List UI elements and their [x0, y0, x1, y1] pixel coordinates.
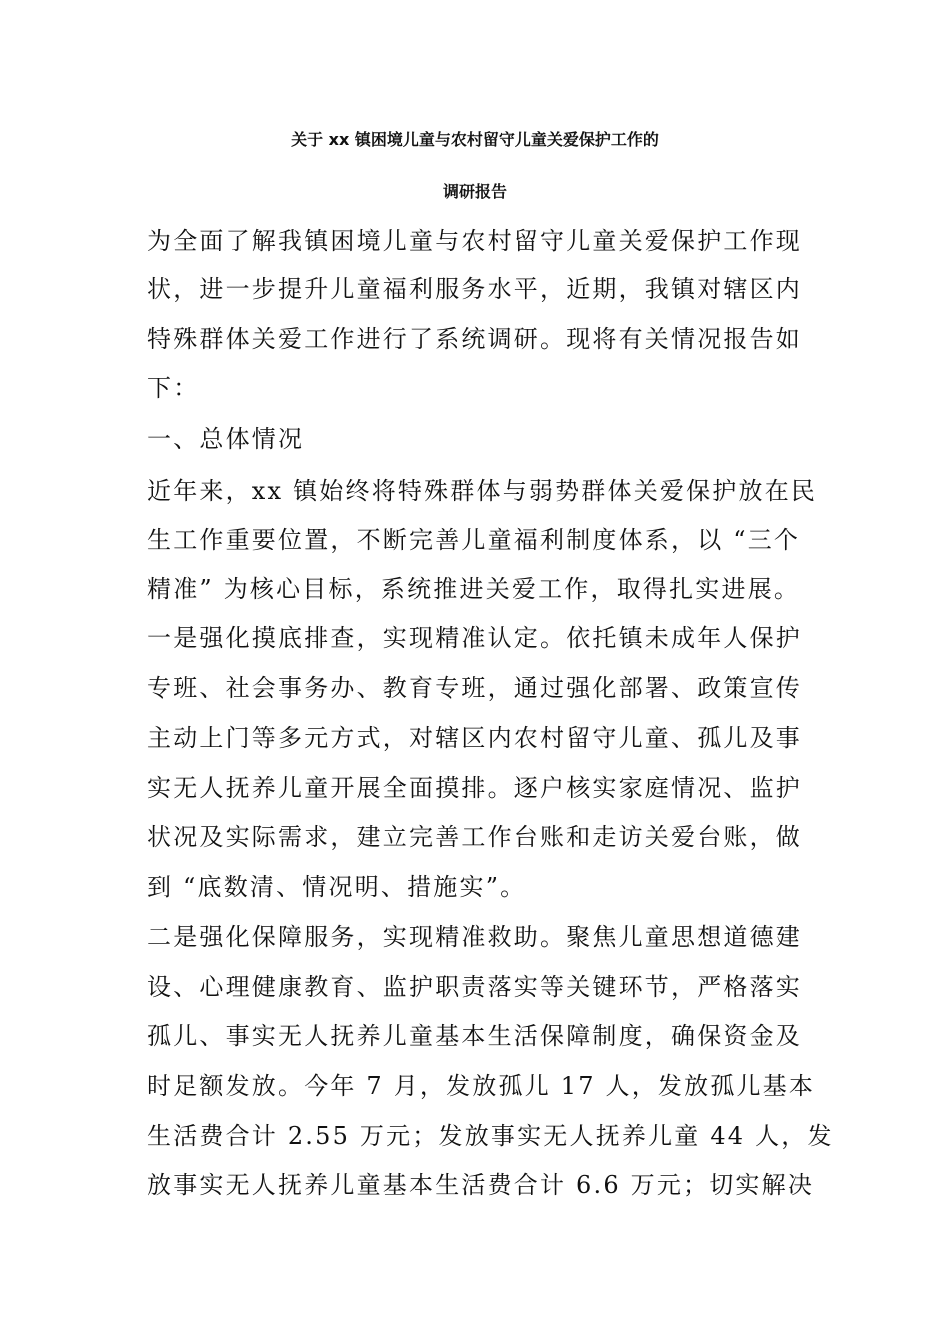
body-line: 生活费合计 2.55 万元；发放事实无人抚养儿童 44 人，发: [147, 1122, 834, 1150]
body-line: 状况及实际需求，建立完善工作台账和走访关爱台账，做: [147, 823, 802, 851]
body-line: 主动上门等多元方式，对辖区内农村留守儿童、孤儿及事: [147, 724, 802, 752]
body-line: 生工作重要位置，不断完善儿童福利制度体系，以 “三个: [147, 526, 801, 554]
body-line: 专班、社会事务办、教育专班，通过强化部署、政策宣传: [147, 674, 802, 702]
body-line: 下：: [147, 374, 200, 402]
body-line: 到 “底数清、情况明、措施实”。: [147, 873, 527, 901]
body-line: 放事实无人抚养儿童基本生活费合计 6.6 万元；切实解决: [147, 1171, 815, 1199]
body-line: 为全面了解我镇困境儿童与农村留守儿童关爱保护工作现: [147, 227, 802, 255]
body-line: 时足额发放。今年 7 月，发放孤儿 17 人，发放孤儿基本: [147, 1072, 816, 1100]
document-title-line-1: 关于 xx 镇困境儿童与农村留守儿童关爱保护工作的: [291, 130, 659, 149]
body-line: 状，进一步提升儿童福利服务水平，近期，我镇对辖区内: [147, 275, 802, 303]
body-line: 近年来，xx 镇始终将特殊群体与弱势群体关爱保护放在民: [147, 477, 818, 505]
body-line: 精准” 为核心目标，系统推进关爱工作，取得扎实进展。: [147, 575, 801, 603]
body-line: 设、心理健康教育、监护职责落实等关键环节，严格落实: [147, 973, 802, 1001]
body-line: 特殊群体关爱工作进行了系统调研。现将有关情况报告如: [147, 325, 802, 353]
body-line: 孤儿、事实无人抚养儿童基本生活保障制度，确保资金及: [147, 1022, 802, 1050]
section-heading: 一、总体情况: [147, 425, 305, 453]
body-line: 实无人抚养儿童开展全面摸排。逐户核实家庭情况、监护: [147, 774, 802, 802]
document-title-line-2: 调研报告: [442, 182, 507, 201]
body-line: 二是强化保障服务，实现精准救助。聚焦儿童思想道德建: [147, 923, 802, 951]
body-line: 一是强化摸底排查，实现精准认定。依托镇未成年人保护: [147, 624, 802, 652]
